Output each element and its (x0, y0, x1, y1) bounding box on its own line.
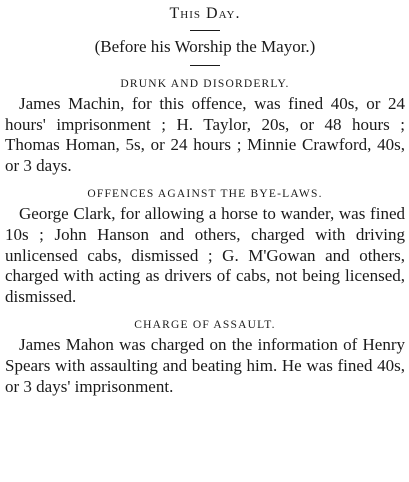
column-title: This Day. (169, 5, 241, 22)
court-subtitle: (Before his Worship the Mayor.) (94, 37, 316, 56)
section-heading-assault: CHARGE OF ASSAULT. (134, 319, 276, 332)
title-rule (190, 30, 220, 31)
section-heading-bye-laws: OFFENCES AGAINST THE BYE-LAWS. (87, 188, 323, 201)
subtitle-rule (190, 65, 220, 66)
section-body-bye-laws: George Clark, for allowing a horse to wander, was fined 10s ; John Hanson and others, charged with driving unlicensed cabs, dismissed ; G. M'Gowan and others, charged with acting as drivers of cabs, not being licensed, dismissed. (5, 204, 405, 306)
section-body-assault: James Mahon was charged on the information of Henry Spears with assaulting and beating him. He was fined 40s, or 3 days' imprisonment. (5, 335, 405, 396)
section-body-drunk: James Machin, for this offence, was fined 40s, or 24 hours' imprisonment ; H. Taylor, 20s, or 48 hours ; Thomas Homan, 5s, or 24 hours ; Minnie Crawford, 40s, or 3 days. (5, 94, 405, 175)
section-heading-drunk: DRUNK AND DISORDERLY. (120, 78, 290, 90)
